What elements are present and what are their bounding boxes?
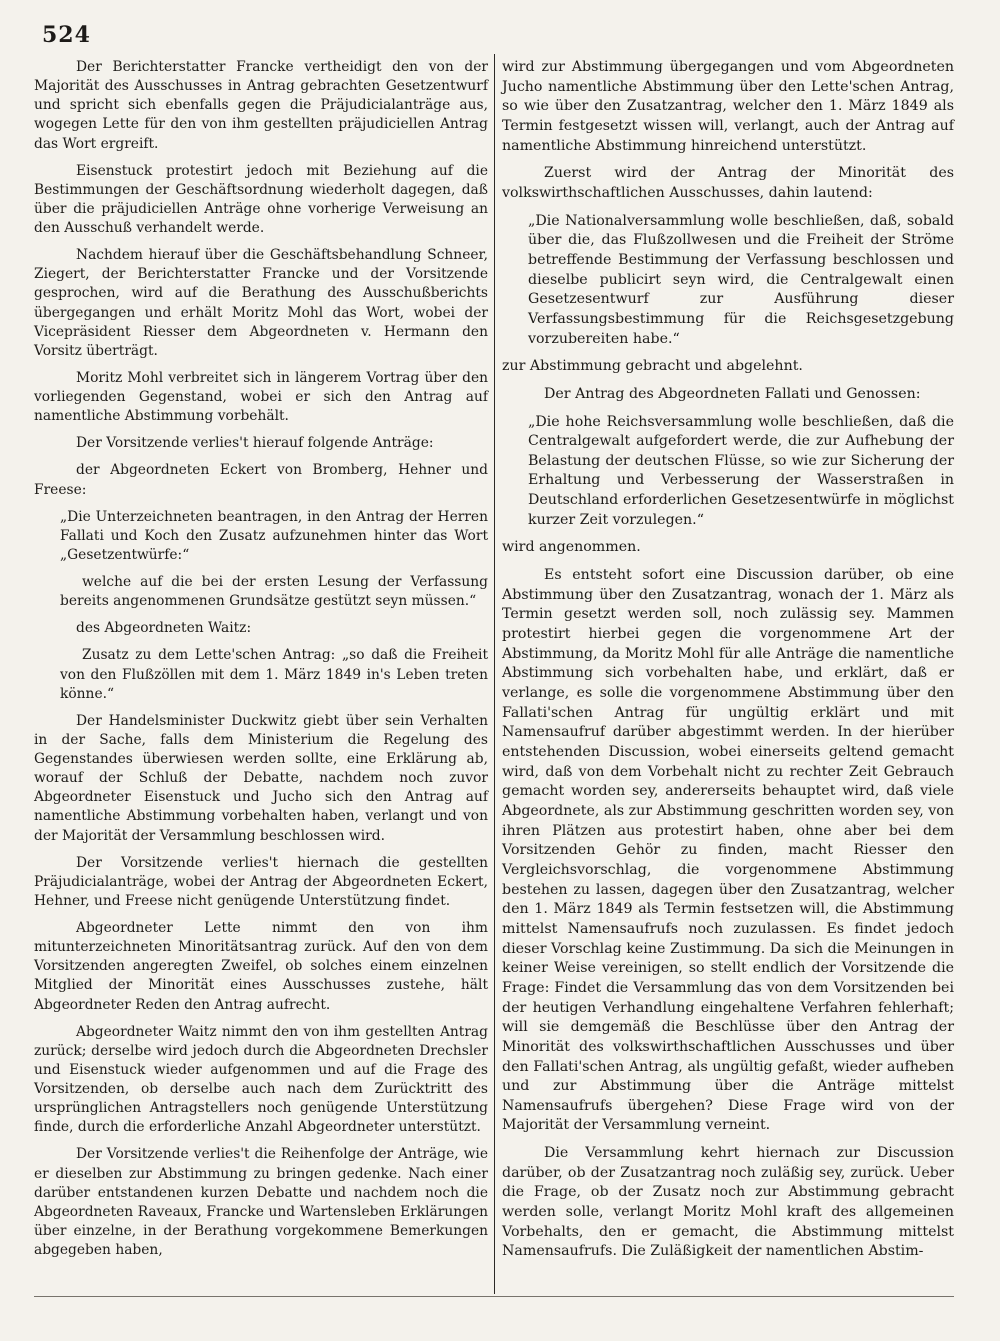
- paragraph: der Abgeordneten Eckert von Bromberg, Hehner und Freese:: [34, 462, 488, 498]
- paragraph: zur Abstimmung gebracht und abgelehnt.: [502, 358, 803, 375]
- paragraph: Der Berichterstatter Francke vertheidigt den von der Majorität des Ausschusses in Antrag gebrachten Gesetzentwurf und spricht sich ebenfalls gegen die Präjudicialanträge aus, wogegen Lette für den von ihm gestellten präjudiciellen Antrag das Wort ergreift.: [34, 59, 488, 152]
- quote-paragraph: „Die Unterzeichneten beantragen, in den Antrag der Herren Fallati und Koch den Zusatz aufzunehmen hinter das Wort „Gesetzentwürfe:“: [60, 508, 488, 563]
- paragraph: Der Handelsminister Duckwitz giebt über sein Verhalten in der Sache, falls dem Ministerium die Regelung des Gegenstandes überwiesen werden sollte, eine Erklärung ab, worauf der Schluß der Debatte, nachdem noch zuvor Abgeordneter Eisenstuck und Jucho sich den Antrag auf namentliche Abstimmung vorbehalten haben, verlangt und von der Majorität der Versammlung beschlossen wird.: [34, 712, 488, 844]
- column-divider: [494, 54, 495, 1294]
- page-bottom-edge: [34, 1296, 954, 1297]
- paragraph: Der Vorsitzende verlies't hierauf folgende Anträge:: [76, 435, 434, 452]
- paragraph: Der Vorsitzende verlies't hiernach die gestellten Präjudicialanträge, wobei der Antrag der Abgeordneten Eckert, Hehner, und Freese nicht genügende Unterstützung findet.: [34, 854, 488, 909]
- right-column: [502, 58, 954, 1270]
- paragraph: wird zur Abstimmung übergegangen und vom Abgeordneten Jucho namentliche Abstimmung über den Lette'schen Antrag, so wie über den Zusatzantrag, welcher den 1. März 1849 als Termin festgesetzt wissen will, verlangt, auch der Antrag auf namentliche Abstimmung hinreichend unterstützt.: [502, 59, 954, 154]
- paragraph: Die Versammlung kehrt hiernach zur Discussion darüber, ob der Zusatzantrag noch zuläßig sey, zurück. Ueber die Frage, ob der Zusatz noch zur Abstimmung gebracht werden solle, verlangt Moritz Mohl kraft des allgemeinen Vorbehalts, den er gemacht, die Abstimmung mittelst Namensaufrufs. Die Zuläßigkeit der namentlichen Abstim-: [502, 1145, 954, 1260]
- quote-paragraph: „Die hohe Reichsversammlung wolle beschließen, daß die Centralgewalt aufgefordert werde, die zur Aufhebung der Belastung der deutschen Flüsse, so wie zur Sicherung der Erhaltung und Verbesserung der Wasserstraßen in Deutschland erforderlichen Gesetzesentwürfe in möglichst kurzer Zeit vorzulegen.“: [528, 413, 954, 528]
- page-number: 524: [42, 22, 91, 48]
- paragraph: Eisenstuck protestirt jedoch mit Beziehung auf die Bestimmungen der Geschäftsordnung wiederholt dagegen, daß über die präjudiciellen Anträge ohne vorherige Verweisung an den Ausschuß verhandelt werde.: [34, 162, 488, 236]
- paragraph: Der Antrag des Abgeordneten Fallati und Genossen:: [544, 385, 921, 402]
- paragraph: Es entsteht sofort eine Discussion darüber, ob eine Abstimmung über den Zusatzantrag, wonach der 1. März als Termin gesetzt werden soll, noch zulässig sey. Mammen protestirt hierbei gegen die vorgenommene Art der Abstimmung, da Moritz Mohl für alle Anträge die namentliche Abstimmung sich vorbehalten habe, und erklärt, daß er verlange, es solle die vorgenommene Abstimmung über den Fallati'schen Antrag für ungültig erklärt und mit Namensaufruf darüber abgestimmt werden. In der hierüber entstehenden Discussion, wobei einerseits geltend gemacht wird, daß von dem Vorbehalt nicht zu rechter Zeit Gebrauch gemacht worden sey, andererseits behauptet wird, daß viele Abgeordnete, als zur Abstimmung geschritten worden sey, von ihren Plätzen aus protestirt haben, ohne aber bei dem Vorsitzenden Gehör zu finden, macht Riesser den Vergleichsvorschlag, die vorgenommene Abstimmung bestehen zu lassen, dagegen über den Zusatzantrag, welcher den 1. März 1849 als Termin festsetzen will, die Abstimmung mittelst Namensaufrufs noch zuzulassen. Es findet jedoch dieser Vorschlag keine Zustimmung. Da sich die Meinungen in keiner Weise vereinigen, so stellt endlich der Vorsitzende die Frage: Findet die Versammlung das von dem Vorsitzenden bei der heutigen Verhandlung eingehaltene Verfahren fehlerhaft; will sie demgemäß die Beschlüsse über den Antrag der Minorität des volkswirthschaftlichen Ausschusses und über den Fallati'schen Antrag, als ungültig gefaßt, wieder aufheben und zur Abstimmung über die Anträge mittelst Namensaufrufs übergehen? Diese Frage wird von der Majorität der Versammlung verneint.: [502, 567, 954, 1134]
- paragraph: Moritz Mohl verbreitet sich in längerem Vortrag über den vorliegenden Gegenstand, wobei er sich den Antrag auf namentliche Abstimmung vorbehält.: [34, 369, 488, 425]
- paragraph: Nachdem hierauf über die Geschäftsbehandlung Schneer, Ziegert, der Berichterstatter Francke und der Vorsitzende gesprochen, wird auf die Berathung des Ausschußberichts übergegangen und erhält Moritz Mohl das Wort, wobei der Vicepräsident Riesser dem Abgeordneten v. Hermann den Vorsitz überträgt.: [34, 247, 488, 359]
- paragraph: des Abgeordneten Waitz:: [76, 620, 252, 637]
- quote-paragraph: Zusatz zu dem Lette'schen Antrag: „so daß die Freiheit von den Flußzöllen mit dem 1. März 1849 in's Leben treten könne.“: [60, 647, 488, 702]
- paragraph: Abgeordneter Waitz nimmt den von ihm gestellten Antrag zurück; derselbe wird jedoch durch die Abgeordneten Drechsler und Eisenstuck wieder aufgenommen und auf die Frage des Vorsitzenden, ob derselbe auch nach dem Zurücktritt des ursprünglichen Antragstellers noch genügende Unterstützung finde, durch die erforderliche Anzahl Abgeordneter unterstützt.: [34, 1023, 488, 1136]
- paragraph: Der Vorsitzende verlies't die Reihenfolge der Anträge, wie er dieselben zur Abstimmung zu bringen gedenke. Nach einer darüber entstandenen kurzen Debatte und nachdem noch die Abgeordneten Raveaux, Francke und Wartensleben Erklärungen über einzelne, in der Berathung vorgekommene Bemerkungen abgegeben haben,: [34, 1146, 488, 1258]
- paragraph: Zuerst wird der Antrag der Minorität des volkswirthschaftlichen Ausschusses, dahin lautend:: [502, 165, 954, 201]
- left-column: [34, 58, 488, 1268]
- quote-paragraph: „Die Nationalversammlung wolle beschließen, daß, sobald über die, das Flußzollwesen und die Freiheit der Ströme betreffende Bestimmung der Verfassung beschlossen und dieselbe publicirt seyn wird, die Centralgewalt einen Gesetzesentwurf zur Ausführung dieser Verfassungsbestimmung für die Reichsgesetzgebung vorzubereiten habe.“: [528, 212, 954, 347]
- quote-paragraph: welche auf die bei der ersten Lesung der Verfassung bereits angenommenen Grundsätze gestützt seyn müssen.“: [60, 574, 488, 610]
- paragraph: wird angenommen.: [502, 539, 641, 556]
- paragraph: Abgeordneter Lette nimmt den von ihm mitunterzeichneten Minoritätsantrag zurück. Auf den von dem Vorsitzenden angeregten Zweifel, ob solches einem einzelnen Mitglied der Minorität eines Ausschusses zustehe, hält Abgeordneter Reden den Antrag aufrecht.: [34, 920, 488, 1013]
